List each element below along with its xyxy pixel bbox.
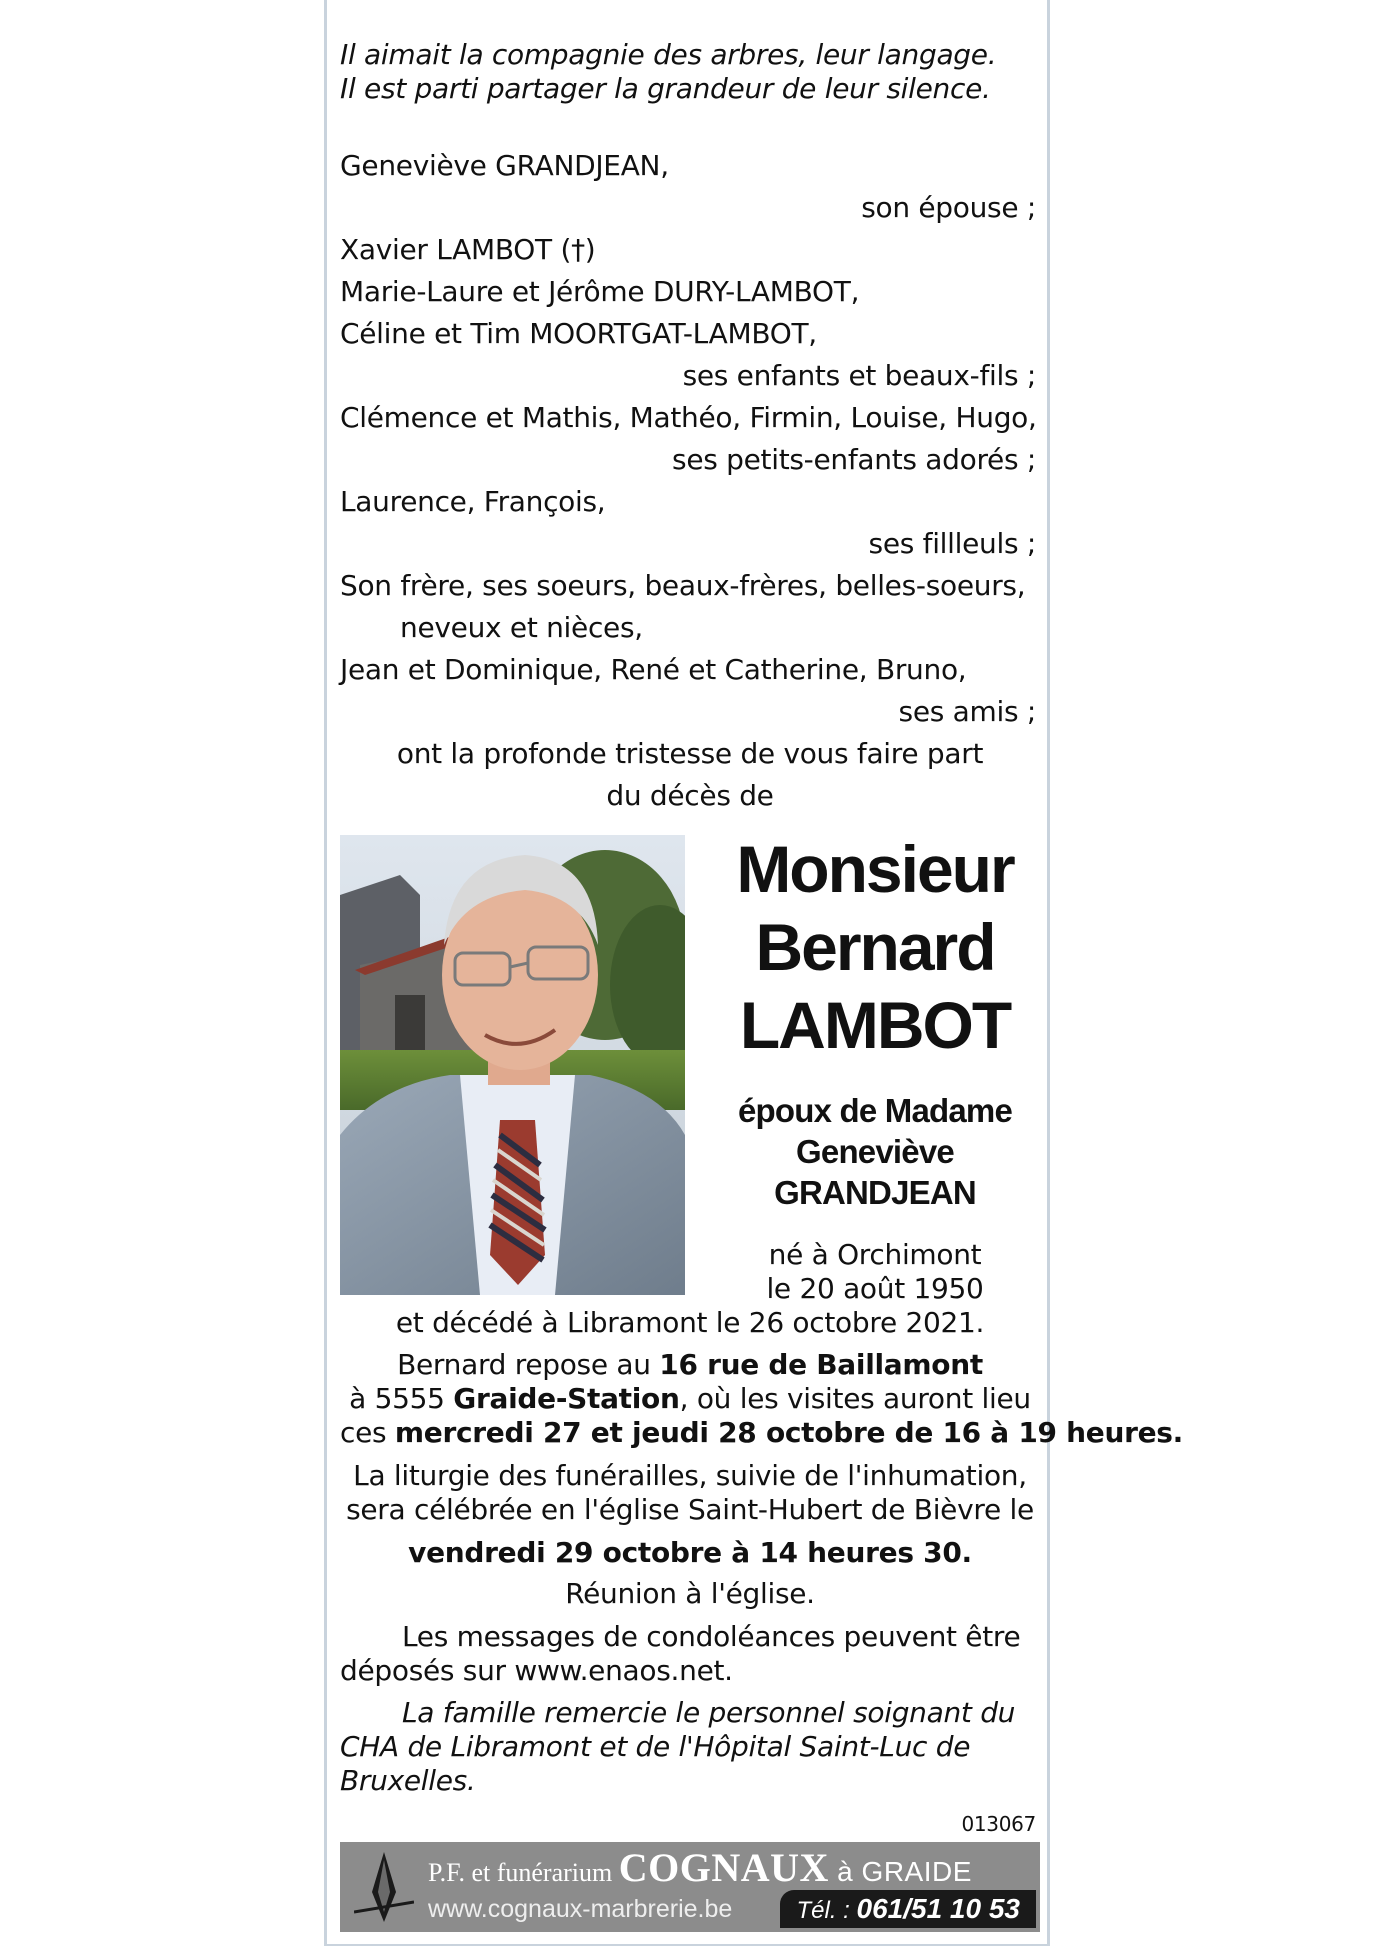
spouse-of-line-3: GRANDJEAN bbox=[774, 1174, 976, 1211]
siblings: Son frère, ses soeurs, beaux-frères, belles-soeurs, bbox=[340, 569, 1026, 602]
deceased-title: Monsieur bbox=[736, 832, 1014, 906]
godchildren-relation: ses fillleuls ; bbox=[868, 527, 1036, 560]
thanks-line-2: CHA de Libramont et de l'Hôpital Saint-Luc de bbox=[340, 1730, 971, 1763]
liturgy-line-2: sera célébrée en l'église Saint-Hubert de Bièvre le bbox=[346, 1493, 1034, 1526]
spouse-relation: son épouse ; bbox=[861, 191, 1036, 224]
nephews-nieces: neveux et nièces, bbox=[400, 611, 643, 644]
liturgy-line-1: La liturgie des funérailles, suivie de l'inhumation, bbox=[353, 1459, 1027, 1492]
spouse-of-line-1: époux de Madame bbox=[737, 1092, 1013, 1129]
repose-address: 16 rue de Baillamont bbox=[659, 1348, 983, 1381]
visit-locality: Graide-Station bbox=[453, 1382, 680, 1415]
reference-number: 013067 bbox=[961, 1812, 1036, 1836]
visit-dates-prefix: ces bbox=[340, 1416, 395, 1449]
repose-line bbox=[340, 1348, 1040, 1382]
announcement-line-1: ont la profonde tristesse de vous faire part bbox=[396, 737, 984, 770]
birth-date: le 20 août 1950 bbox=[766, 1272, 984, 1305]
visit-text-c: , où les visites auront lieu bbox=[679, 1382, 1031, 1415]
condolences-line-1: Les messages de condoléances peuvent être bbox=[402, 1620, 1021, 1653]
grandchildren-names: Clémence et Mathis, Mathéo, Firmin, Louise, Hugo, bbox=[340, 401, 1037, 434]
visit-dates: mercredi 27 et jeudi 28 octobre de 16 à 19 heures. bbox=[394, 1416, 1183, 1449]
meeting-place: Réunion à l'église. bbox=[565, 1577, 815, 1610]
birth-place: né à Orchimont bbox=[768, 1238, 982, 1271]
child-3: Céline et Tim MOORTGAT-LAMBOT, bbox=[340, 317, 817, 350]
spouse-name: Geneviève GRANDJEAN, bbox=[340, 149, 669, 182]
funeral-home-website[interactable]: www.cognaux-marbrerie.be bbox=[428, 1895, 733, 1923]
condolences-line-2: déposés sur www.enaos.net. bbox=[340, 1654, 733, 1687]
deceased-last-name: LAMBOT bbox=[739, 988, 1011, 1062]
funeral-home-suffix: à GRAIDE bbox=[828, 1856, 972, 1887]
phone-label: Tél. : bbox=[796, 1897, 857, 1924]
repose-text: Bernard repose au bbox=[397, 1348, 660, 1381]
funeral-date: vendredi 29 octobre à 14 heures 30. bbox=[408, 1536, 972, 1569]
thanks-line-1: La famille remercie le personnel soignant du bbox=[402, 1696, 1016, 1729]
spouse-of-line-2: Geneviève bbox=[796, 1133, 954, 1170]
epigraph-line-2: Il est parti partager la grandeur de leur silence. bbox=[340, 72, 991, 105]
child-2: Marie-Laure et Jérôme DURY-LAMBOT, bbox=[340, 275, 860, 308]
funeral-home-name bbox=[428, 1845, 972, 1893]
epigraph-line-1: Il aimait la compagnie des arbres, leur langage. bbox=[340, 38, 997, 71]
death-info: et décédé à Libramont le 26 octobre 2021. bbox=[395, 1306, 985, 1339]
visit-line bbox=[340, 1382, 1040, 1416]
funeral-home-logo-icon bbox=[354, 1852, 414, 1922]
visit-dates-line bbox=[340, 1416, 1183, 1450]
portrait-photo bbox=[340, 835, 685, 1295]
thanks-line-3: Bruxelles. bbox=[340, 1764, 476, 1797]
godchildren-names: Laurence, François, bbox=[340, 485, 606, 518]
funeral-home-prefix: P.F. et funérarium bbox=[428, 1858, 619, 1887]
friends-relation: ses amis ; bbox=[898, 695, 1036, 728]
funeral-home-phone[interactable] bbox=[780, 1890, 1036, 1928]
grandchildren-relation: ses petits-enfants adorés ; bbox=[672, 443, 1036, 476]
friends-names: Jean et Dominique, René et Catherine, Bruno, bbox=[340, 653, 967, 686]
announcement-line-2: du décès de bbox=[606, 779, 774, 812]
visit-text-a: à 5555 bbox=[349, 1382, 454, 1415]
phone-number: 061/51 10 53 bbox=[856, 1893, 1020, 1924]
deceased-first-name: Bernard bbox=[755, 910, 995, 984]
funeral-home-brand: COGNAUX bbox=[618, 1845, 829, 1890]
funeral-home-banner bbox=[340, 1842, 1040, 1932]
children-relation: ses enfants et beaux-fils ; bbox=[682, 359, 1036, 392]
child-1: Xavier LAMBOT (†) bbox=[340, 233, 596, 266]
